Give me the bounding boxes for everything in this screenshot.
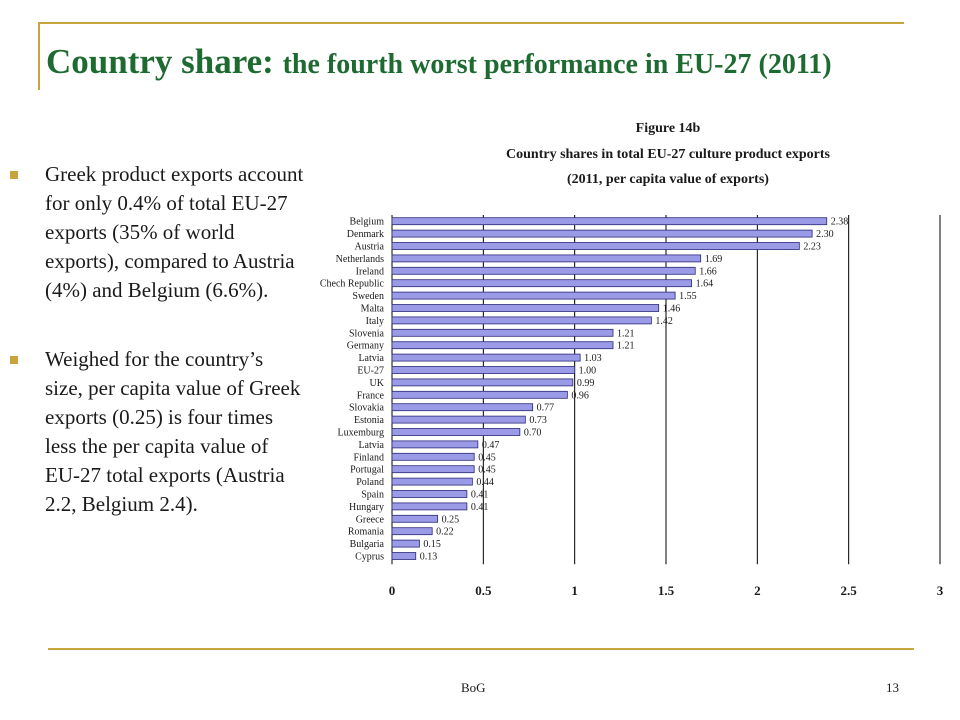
- value-label: 2.38: [830, 216, 849, 228]
- value-label: 2.30: [816, 229, 834, 241]
- footer-label: BoG: [461, 680, 486, 695]
- top-rule: [38, 22, 904, 24]
- x-tick-label: 1.5: [657, 583, 675, 599]
- bar: [392, 329, 613, 336]
- figure-title: Country shares in total EU-27 culture product exports: [506, 147, 830, 162]
- category-label: UK: [369, 377, 384, 389]
- category-label: Greece: [355, 514, 384, 526]
- bar: [392, 342, 613, 349]
- value-label: 1.55: [679, 291, 697, 303]
- bar: [392, 255, 701, 262]
- bar: [392, 280, 692, 287]
- bar: [392, 243, 799, 250]
- category-label: Bulgaria: [349, 539, 384, 551]
- value-label: 0.44: [476, 477, 494, 489]
- category-label: Belgium: [349, 216, 384, 228]
- category-label: Italy: [365, 315, 384, 327]
- bar: [392, 391, 567, 398]
- bar: [392, 354, 580, 361]
- category-label: Slovakia: [349, 402, 384, 414]
- category-label: Latvia: [358, 439, 384, 451]
- value-label: 1.42: [655, 315, 673, 327]
- x-tick-label: 0: [388, 583, 396, 599]
- bar: [392, 453, 474, 460]
- bar: [392, 317, 651, 324]
- category-label: Ireland: [355, 266, 384, 278]
- value-label: 0.70: [523, 427, 542, 439]
- bar: [392, 553, 416, 560]
- value-label: 1.00: [578, 365, 597, 377]
- bullet-text: Greek product exports account for only 0.4% of total EU-27 exports (35% of world exports), compared to Austria (4%) and Belgium (6.6%).: [45, 162, 304, 302]
- bar: [392, 305, 659, 312]
- page-title: [46, 36, 906, 91]
- category-label: Slovenia: [349, 328, 384, 340]
- value-label: 0.77: [536, 402, 555, 414]
- value-label: 0.15: [423, 539, 441, 551]
- bar: [392, 230, 812, 237]
- category-label: Hungary: [349, 501, 384, 513]
- category-label: Netherlands: [335, 253, 384, 265]
- category-label: Sweden: [352, 291, 384, 303]
- category-label: Estonia: [354, 415, 384, 427]
- value-label: 0.96: [571, 390, 589, 402]
- x-tick-label: 2: [754, 583, 761, 599]
- value-label: 2.23: [803, 241, 821, 253]
- category-label: Germany: [346, 340, 384, 352]
- bar: [392, 540, 419, 547]
- bar: [392, 292, 675, 299]
- bar: [392, 528, 432, 535]
- category-label: Finland: [353, 452, 384, 464]
- bar: [392, 466, 474, 473]
- title-rest: the fourth worst performance in EU-27 (2011): [282, 49, 832, 80]
- value-label: 0.41: [470, 501, 489, 513]
- page-number: 13: [886, 680, 899, 695]
- value-label: 1.03: [584, 353, 602, 365]
- x-tick-label: 2.5: [840, 583, 857, 599]
- value-label: 0.45: [478, 452, 496, 464]
- category-label: Cyprus: [355, 551, 384, 563]
- category-label: EU-27: [357, 365, 384, 377]
- value-label: 0.99: [576, 377, 595, 389]
- value-label: 1.46: [662, 303, 681, 315]
- bullet-square-icon: [10, 356, 18, 364]
- bar: [392, 441, 478, 448]
- value-label: 0.45: [478, 464, 496, 476]
- category-label: Austria: [354, 241, 384, 253]
- bar-chart: [300, 205, 950, 605]
- category-label: Spain: [361, 489, 384, 501]
- value-label: 1.21: [617, 328, 635, 340]
- category-label: Poland: [356, 477, 384, 489]
- bar: [392, 515, 438, 522]
- x-tick-label: 3: [936, 583, 944, 599]
- bullet-item: [6, 345, 306, 519]
- bar: [392, 379, 573, 386]
- figure-subtitle: (2011, per capita value of exports): [567, 172, 769, 187]
- title-main: Country share:: [46, 42, 274, 81]
- bar: [392, 491, 467, 498]
- x-tick-label: 1: [571, 583, 578, 599]
- bullet-text: Weighed for the country’s size, per capita value of Greek exports (0.25) is four times less the per capita value of EU-27 total exports (Austria 2.2, Belgium 2.4).: [45, 347, 301, 516]
- bottom-rule: [48, 648, 914, 650]
- title-accent-bar: [38, 22, 40, 90]
- category-label: Luxemburg: [337, 427, 384, 439]
- bar: [392, 416, 525, 423]
- figure-label: Figure 14b: [635, 121, 701, 136]
- category-label: Chech Republic: [319, 278, 384, 290]
- bullet-item: [6, 160, 306, 305]
- bar: [392, 367, 575, 374]
- bullet-square-icon: [10, 171, 18, 179]
- category-label: France: [356, 390, 384, 402]
- value-label: 0.47: [481, 439, 500, 451]
- category-label: Romania: [347, 526, 384, 538]
- value-label: 0.73: [529, 415, 547, 427]
- category-label: Denmark: [346, 229, 384, 241]
- bar: [392, 478, 472, 485]
- value-label: 0.41: [470, 489, 489, 501]
- bar: [392, 429, 520, 436]
- category-label: Portugal: [350, 464, 384, 476]
- bar: [392, 218, 827, 225]
- x-tick-label: 0.5: [475, 583, 492, 599]
- category-label: Latvia: [358, 353, 384, 365]
- value-label: 1.64: [695, 278, 714, 290]
- value-label: 0.25: [441, 514, 460, 526]
- category-label: Malta: [360, 303, 384, 315]
- value-label: 1.66: [699, 266, 717, 278]
- value-label: 0.13: [419, 551, 438, 563]
- bullet-list: [6, 160, 306, 519]
- value-label: 1.21: [617, 340, 635, 352]
- bar: [392, 267, 695, 274]
- bar: [392, 503, 467, 510]
- value-label: 0.22: [436, 526, 454, 538]
- value-label: 1.69: [704, 253, 723, 265]
- bar: [392, 404, 533, 411]
